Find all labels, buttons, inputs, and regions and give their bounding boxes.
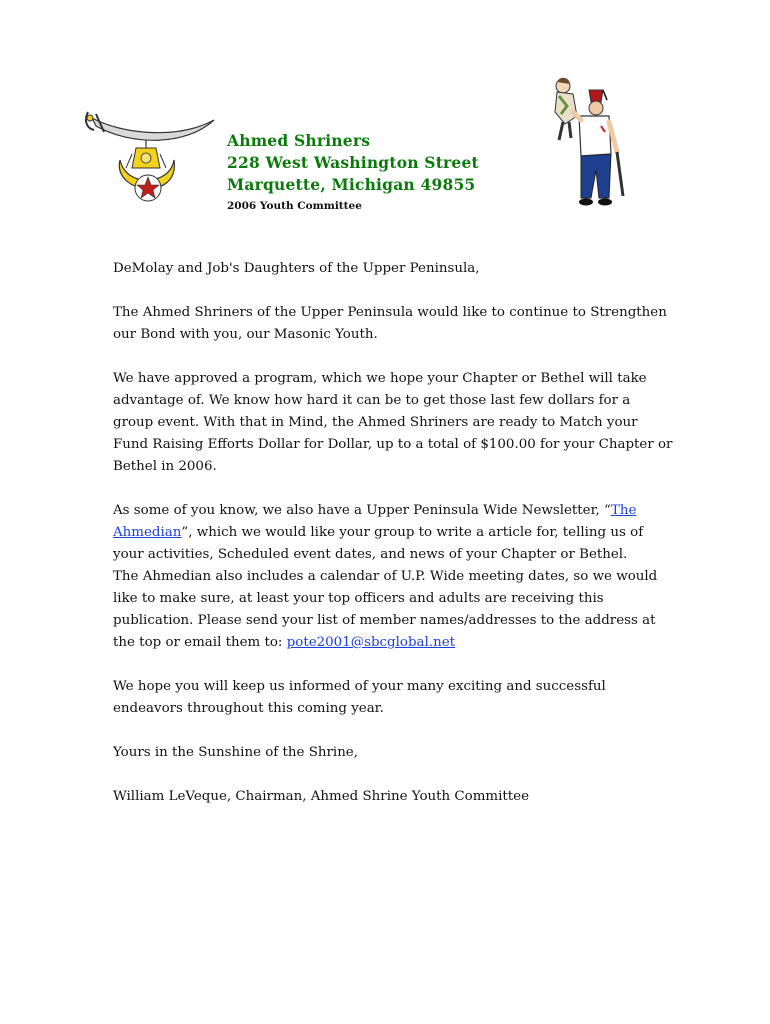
paragraph-newsletter	[113, 500, 673, 566]
committee-name: 2006 Youth Committee	[227, 200, 362, 212]
email-link[interactable]: pote2001@sbcglobal.net	[286, 635, 455, 650]
paragraph-closing-hope: We hope you will keep us informed of your many exciting and successful endeavors throughout this coming year.	[113, 679, 606, 716]
letterhead	[227, 130, 479, 215]
closing: Yours in the Sunshine of the Shrine,	[113, 745, 358, 760]
city-state-zip: Marquette, Michigan 49855	[227, 175, 476, 194]
signature: William LeVeque, Chairman, Ahmed Shrine Youth Committee	[113, 789, 530, 804]
calendar-text: The Ahmedian also includes a calendar of U.P. Wide meeting dates, so we would like to make sure, at least your top officers and adults are receiving this publication. Please send your list of member names/addresses to the address at the top or email them to:	[113, 569, 658, 650]
paragraph-intro: The Ahmed Shriners of the Upper Peninsula would like to continue to Strengthen our Bond with you, our Masonic Youth.	[113, 305, 667, 342]
newsletter-text-after: ”, which we would like your group to write a article for, telling us of your activities, Scheduled event dates, and news of your Chapter or Bethel.	[113, 525, 644, 562]
letter-body	[113, 258, 673, 830]
newsletter-link[interactable]: The Ahmedian	[113, 503, 637, 540]
newsletter-text-before: As some of you know, we also have a Upper Peninsula Wide Newsletter, “	[113, 503, 611, 518]
salutation: DeMolay and Job's Daughters of the Upper Peninsula,	[113, 261, 480, 276]
street-address: 228 West Washington Street	[227, 153, 479, 172]
shriner-carrying-child-icon	[543, 76, 628, 210]
paragraph-newsletter-calendar	[113, 566, 673, 654]
shrine-emblem-icon	[82, 102, 218, 214]
organization-name: Ahmed Shriners	[227, 131, 371, 150]
paragraph-program: We have approved a program, which we hope your Chapter or Bethel will take advantage of. We know how hard it can be to get those last few dollars for a group event. With that in Mind, the Ahmed Shriners are ready to Match your Fund Raising Efforts Dollar for Dollar, up to a total of $100.00 for your Chapter or Bethel in 2006.	[113, 371, 673, 474]
